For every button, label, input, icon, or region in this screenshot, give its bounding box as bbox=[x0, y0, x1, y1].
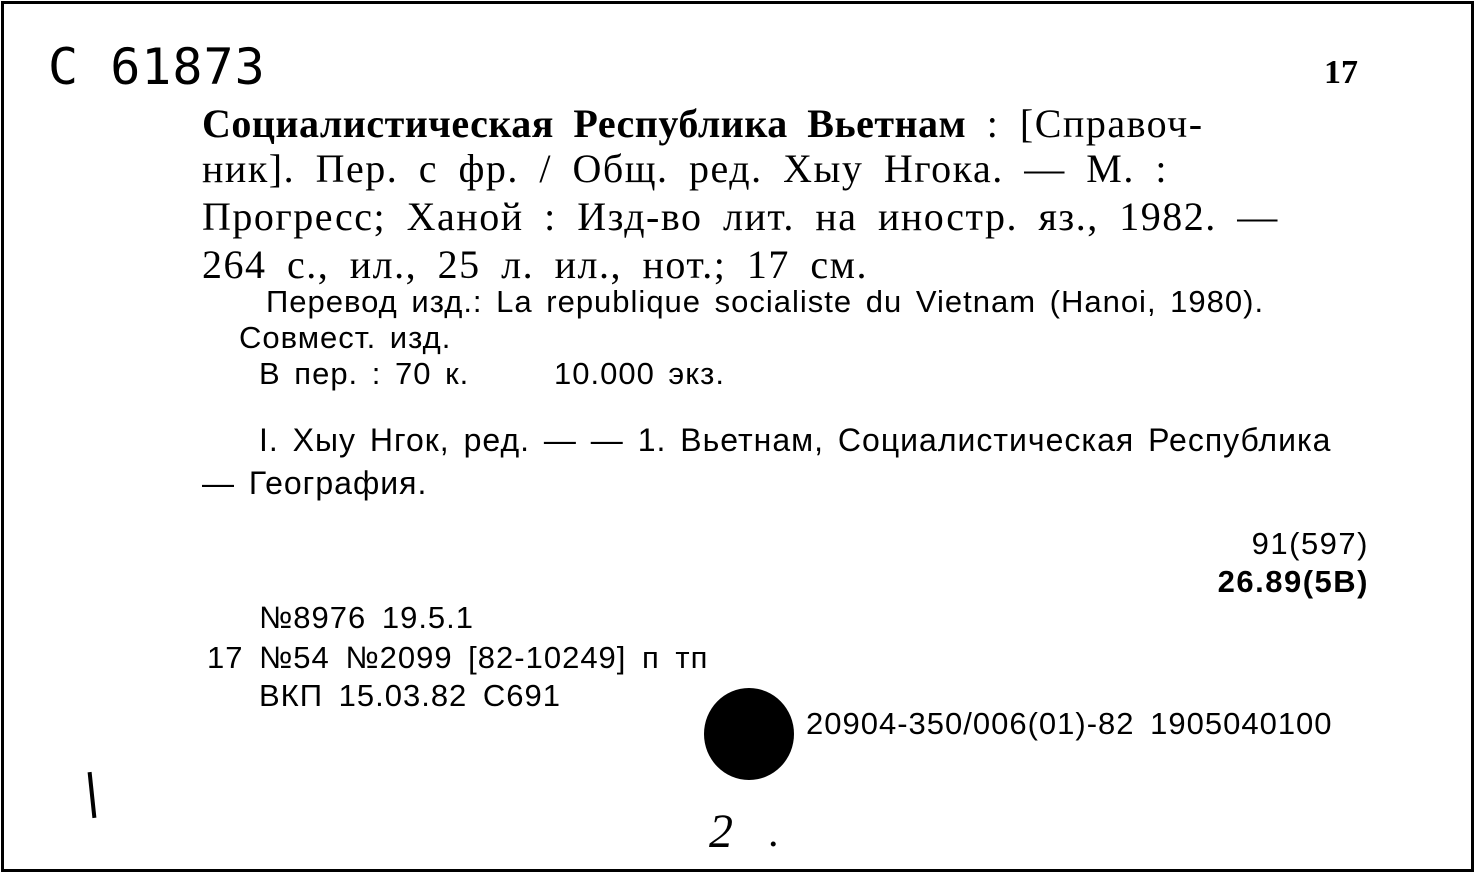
card-number: 17 bbox=[1324, 54, 1358, 91]
catalog-card bbox=[1, 1, 1474, 872]
call-number: C 61873 bbox=[48, 38, 266, 96]
handwritten-dot: . bbox=[768, 810, 779, 856]
technical-line-3: ВКП 15.03.82 С691 bbox=[259, 678, 562, 713]
title-bold: Социалистическая Республика Вьетнам bbox=[202, 101, 967, 146]
description-line-3: Прогресс; Ханой : Изд-во лит. на иностр. яз., 1982. — bbox=[202, 194, 1279, 239]
title-rest: : [Справоч- bbox=[966, 101, 1204, 146]
note-price: В пер. : 70 к. bbox=[259, 356, 470, 391]
handwritten-number: 2 bbox=[709, 805, 733, 858]
ink-dot bbox=[704, 688, 794, 780]
description-line-2: ник]. Пер. с фр. / Общ. ред. Хыу Нгока. — М. : bbox=[202, 146, 1168, 191]
udc-index: 91(597) bbox=[1251, 526, 1369, 561]
tracing-line-2: — География. bbox=[202, 465, 428, 501]
code-line: 20904-350/006(01)-82 1905040100 bbox=[806, 706, 1333, 741]
description-line-1 bbox=[202, 101, 1204, 146]
note-original-title: Перевод изд.: La republique socialiste du Vietnam (Hanoi, 1980). bbox=[266, 284, 1265, 319]
description-line-4: 264 с., ил., 25 л. ил., нот.; 17 см. bbox=[202, 242, 868, 287]
technical-line-1: №8976 19.5.1 bbox=[259, 600, 475, 635]
note-print-run: 10.000 экз. bbox=[554, 356, 725, 391]
tracing-line-1: I. Хыу Нгок, ред. — — 1. Вьетнам, Социалистическая Республика bbox=[259, 422, 1332, 458]
pen-mark bbox=[88, 772, 97, 818]
note-joint-edition: Совмест. изд. bbox=[239, 320, 452, 355]
bbk-index: 26.89(5В) bbox=[1217, 564, 1369, 599]
technical-line-2: №54 №2099 [82-10249] п тп bbox=[259, 640, 709, 675]
technical-line-2-prefix: 17 bbox=[207, 640, 244, 675]
